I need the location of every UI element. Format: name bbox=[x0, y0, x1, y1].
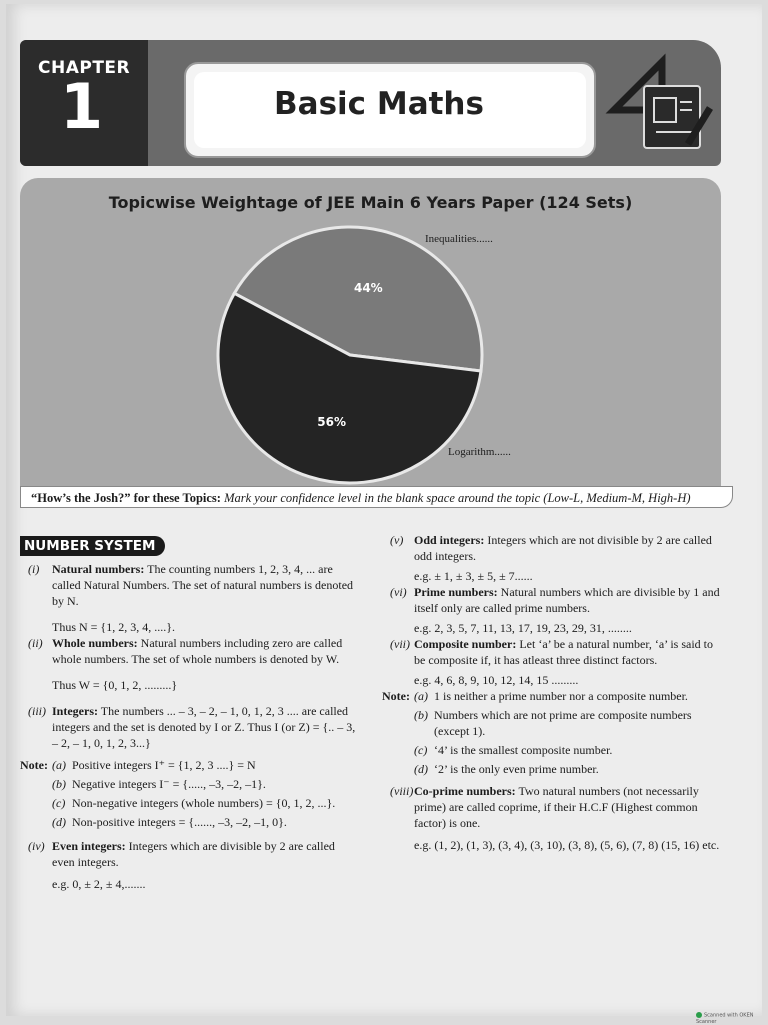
note-item: (d) Non-positive integers = {......, –3, –2, –1, 0}. bbox=[52, 815, 287, 829]
example-text: Thus N = {1, 2, 3, 4, ....}. bbox=[52, 620, 175, 634]
example-text: e.g. 0, ± 2, ± 4,....... bbox=[52, 877, 146, 891]
geometry-tools-icon bbox=[604, 48, 716, 160]
example-text: e.g. 4, 6, 8, 9, 10, 12, 14, 15 ......... bbox=[414, 673, 579, 687]
scanner-logo-icon bbox=[696, 1012, 702, 1018]
example-text: e.g. (1, 2), (1, 3), (3, 4), (3, 10), (3, 8), (5, 6), (7, 8) (15, 16) etc. bbox=[414, 838, 720, 852]
josh-instruction: Mark your confidence level in the blank space around the topic (Low-L, Medium-M, High-H) bbox=[224, 491, 691, 505]
scanner-watermark: Scanned with OKEN Scanner bbox=[696, 1012, 754, 1025]
right-column bbox=[382, 532, 722, 853]
pie-value-label: 56% bbox=[317, 414, 347, 429]
note-item: (a) Positive integers I⁺ = {1, 2, 3 ....} = N bbox=[52, 758, 256, 772]
pie-chart bbox=[200, 220, 511, 495]
pie-value-label: 44% bbox=[353, 281, 383, 296]
example-text: Thus W = {0, 1, 2, .........} bbox=[52, 678, 178, 692]
list-item: (iii) Integers: The numbers ... – 3, – 2, – 1, 0, 1, 2, 3 .... are called integers and the set is denoted by I or Z. Thus I (or Z) = {.. – 3, – 2, – 1, 0, 1, 2, 3...} bbox=[28, 704, 356, 750]
list-item: (iv) Even integers: Integers which are divisible by 2 are called even integers. bbox=[28, 839, 335, 869]
note-block: Note: (a) 1 is neither a prime number nor a composite number. (b) Numbers which are not prime are composite numbers (except 1). (c) ‘4’ is the smallest composite number. (d) ‘2’ is the only even prime number. bbox=[382, 688, 722, 777]
chapter-label: CHAPTER bbox=[38, 58, 131, 78]
note-item: (c) ‘4’ is the smallest composite number. bbox=[414, 743, 613, 757]
note-item: (b) Negative integers I⁻ = {....., –3, –2, –1}. bbox=[52, 777, 266, 791]
list-item: (vii) Composite number: Let ‘a’ be a natural number, ‘a’ is said to be composite if, it has atleast three distinct factors. bbox=[390, 637, 713, 667]
list-item: (ii) Whole numbers: Natural numbers including zero are called whole numbers. The set of whole numbers is denoted by W. bbox=[28, 636, 343, 666]
confidence-instruction-bar bbox=[20, 486, 733, 508]
chapter-number: 1 bbox=[60, 70, 104, 143]
note-block: Note: (a) Positive integers I⁺ = {1, 2, 3 ....} = N (b) Negative integers I⁻ = {....., –3, –2, –1}. (c) Non-negative integers (whole numbers) = {0, 1, 2, ...}. (d) Non-positive integers = {......, –3, –2, –1, 0}. bbox=[20, 757, 360, 830]
section-heading: NUMBER SYSTEM bbox=[20, 536, 165, 556]
note-item: (b) Numbers which are not prime are composite numbers (except 1). bbox=[414, 708, 692, 738]
chart-title: Topicwise Weightage of JEE Main 6 Years Paper (124 Sets) bbox=[108, 193, 633, 212]
example-text: e.g. 2, 3, 5, 7, 11, 13, 17, 19, 23, 29, 31, ........ bbox=[414, 621, 632, 635]
list-item: (viii) Co-prime numbers: Two natural numbers (not necessarily prime) are called coprime, if their H.C.F (Highest common factor) is one. bbox=[390, 784, 699, 830]
example-text: e.g. ± 1, ± 3, ± 5, ± 7...... bbox=[414, 569, 533, 583]
left-column bbox=[20, 561, 360, 892]
pie-category-label: Logarithm...... bbox=[448, 446, 511, 458]
note-item: (a) 1 is neither a prime number nor a composite number. bbox=[414, 689, 688, 703]
list-item: (i) Natural numbers: The counting numbers 1, 2, 3, 4, ... are called Natural Numbers. The set of natural numbers is denoted by N. bbox=[28, 562, 354, 608]
josh-question: “How’s the Josh?” for these Topics: bbox=[31, 491, 221, 505]
list-item: (v) Odd integers: Integers which are not divisible by 2 are called odd integers. bbox=[390, 533, 712, 563]
pie-category-label: Inequalities...... bbox=[425, 233, 493, 245]
chapter-title: Basic Maths bbox=[274, 86, 484, 122]
note-item: (c) Non-negative integers (whole numbers) = {0, 1, 2, ...}. bbox=[52, 796, 336, 810]
list-item: (vi) Prime numbers: Natural numbers which are divisible by 1 and itself only are called prime numbers. bbox=[390, 585, 720, 615]
note-item: (d) ‘2’ is the only even prime number. bbox=[414, 762, 599, 776]
